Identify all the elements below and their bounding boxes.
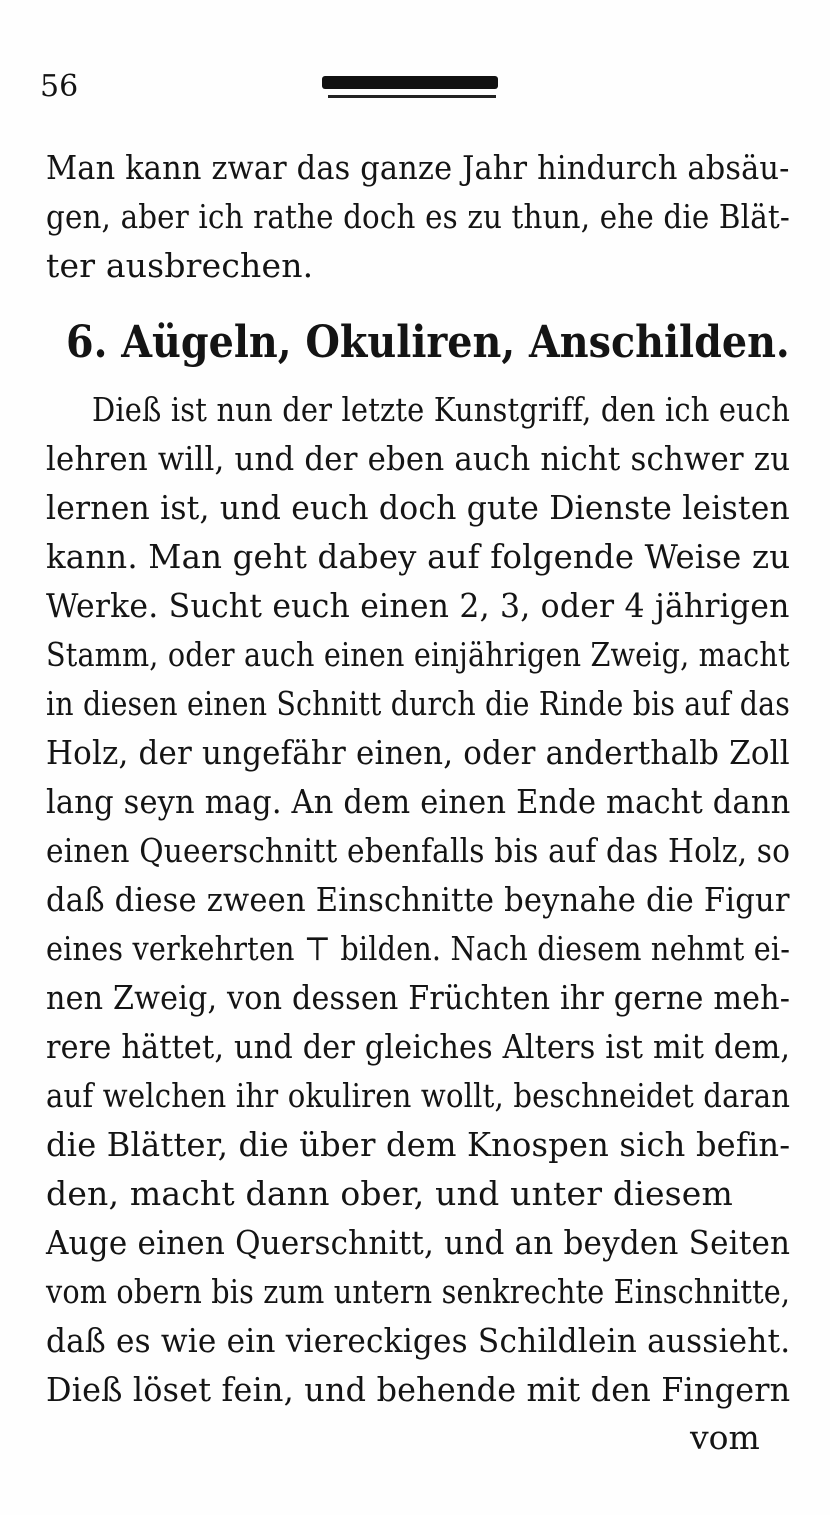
paragraph-line: Holz, der ungefähr einen, oder anderthalb Zoll: [46, 733, 790, 772]
paragraph-line: Auge einen Querschnitt, und an beyden Seiten: [46, 1223, 791, 1262]
intro-line: gen, aber ich rathe doch es zu thun, ehe die Blät-: [46, 197, 790, 236]
intro-line: ter ausbrechen.: [46, 246, 314, 285]
paragraph-line: die Blätter, die über dem Knospen sich befin-: [46, 1125, 791, 1164]
paragraph-line: kann. Man geht dabey auf folgende Weise zu: [46, 537, 791, 576]
paragraph-line: den, macht dann ober, und unter diesem: [46, 1174, 734, 1213]
paragraph-line: lang seyn mag. An dem einen Ende macht dann: [46, 782, 791, 821]
header-ornament-rule: [322, 74, 498, 102]
paragraph-line: auf welchen ihr okuliren wollt, beschneidet daran: [46, 1076, 791, 1115]
catchword: vom: [690, 1418, 760, 1457]
paragraph-line: daß es wie ein viereckiges Schildlein aussieht.: [46, 1321, 791, 1360]
paragraph-line: Werke. Sucht euch einen 2, 3, oder 4 jährigen: [46, 586, 790, 625]
paragraph-line: Dieß löset fein, und behende mit den Fingern: [46, 1370, 791, 1409]
ornament-thin-rule: [328, 95, 496, 98]
paragraph-line: vom obern bis zum untern senkrechte Einschnitte,: [46, 1272, 791, 1311]
intro-line: Man kann zwar das ganze Jahr hindurch absäu-: [46, 148, 790, 187]
page-number: 56: [40, 69, 79, 104]
paragraph-line: lehren will, und der eben auch nicht schwer zu: [46, 439, 791, 478]
paragraph-line: Dieß ist nun der letzte Kunstgriff, den ich euch: [92, 390, 791, 429]
ornament-thick-bar: [322, 76, 498, 89]
paragraph-line: nen Zweig, von dessen Früchten ihr gerne meh-: [46, 978, 791, 1017]
paragraph-line: daß diese zween Einschnitte beynahe die Figur: [46, 880, 790, 919]
section-heading: 6. Aügeln, Okuliren, Anschilden.: [66, 317, 790, 368]
paragraph-line: rere hättet, und der gleiches Alters ist mit dem,: [46, 1027, 791, 1066]
paragraph-line: eines verkehrten ⊤ bilden. Nach diesem nehmt ei-: [46, 929, 791, 968]
paragraph-line: einen Queerschnitt ebenfalls bis auf das Holz, so: [46, 831, 791, 870]
paragraph-line: Stamm, oder auch einen einjährigen Zweig, macht: [46, 635, 790, 674]
paragraph-line: lernen ist, und euch doch gute Dienste leisten: [46, 488, 790, 527]
paragraph-line: in diesen einen Schnitt durch die Rinde bis auf das: [46, 684, 791, 723]
